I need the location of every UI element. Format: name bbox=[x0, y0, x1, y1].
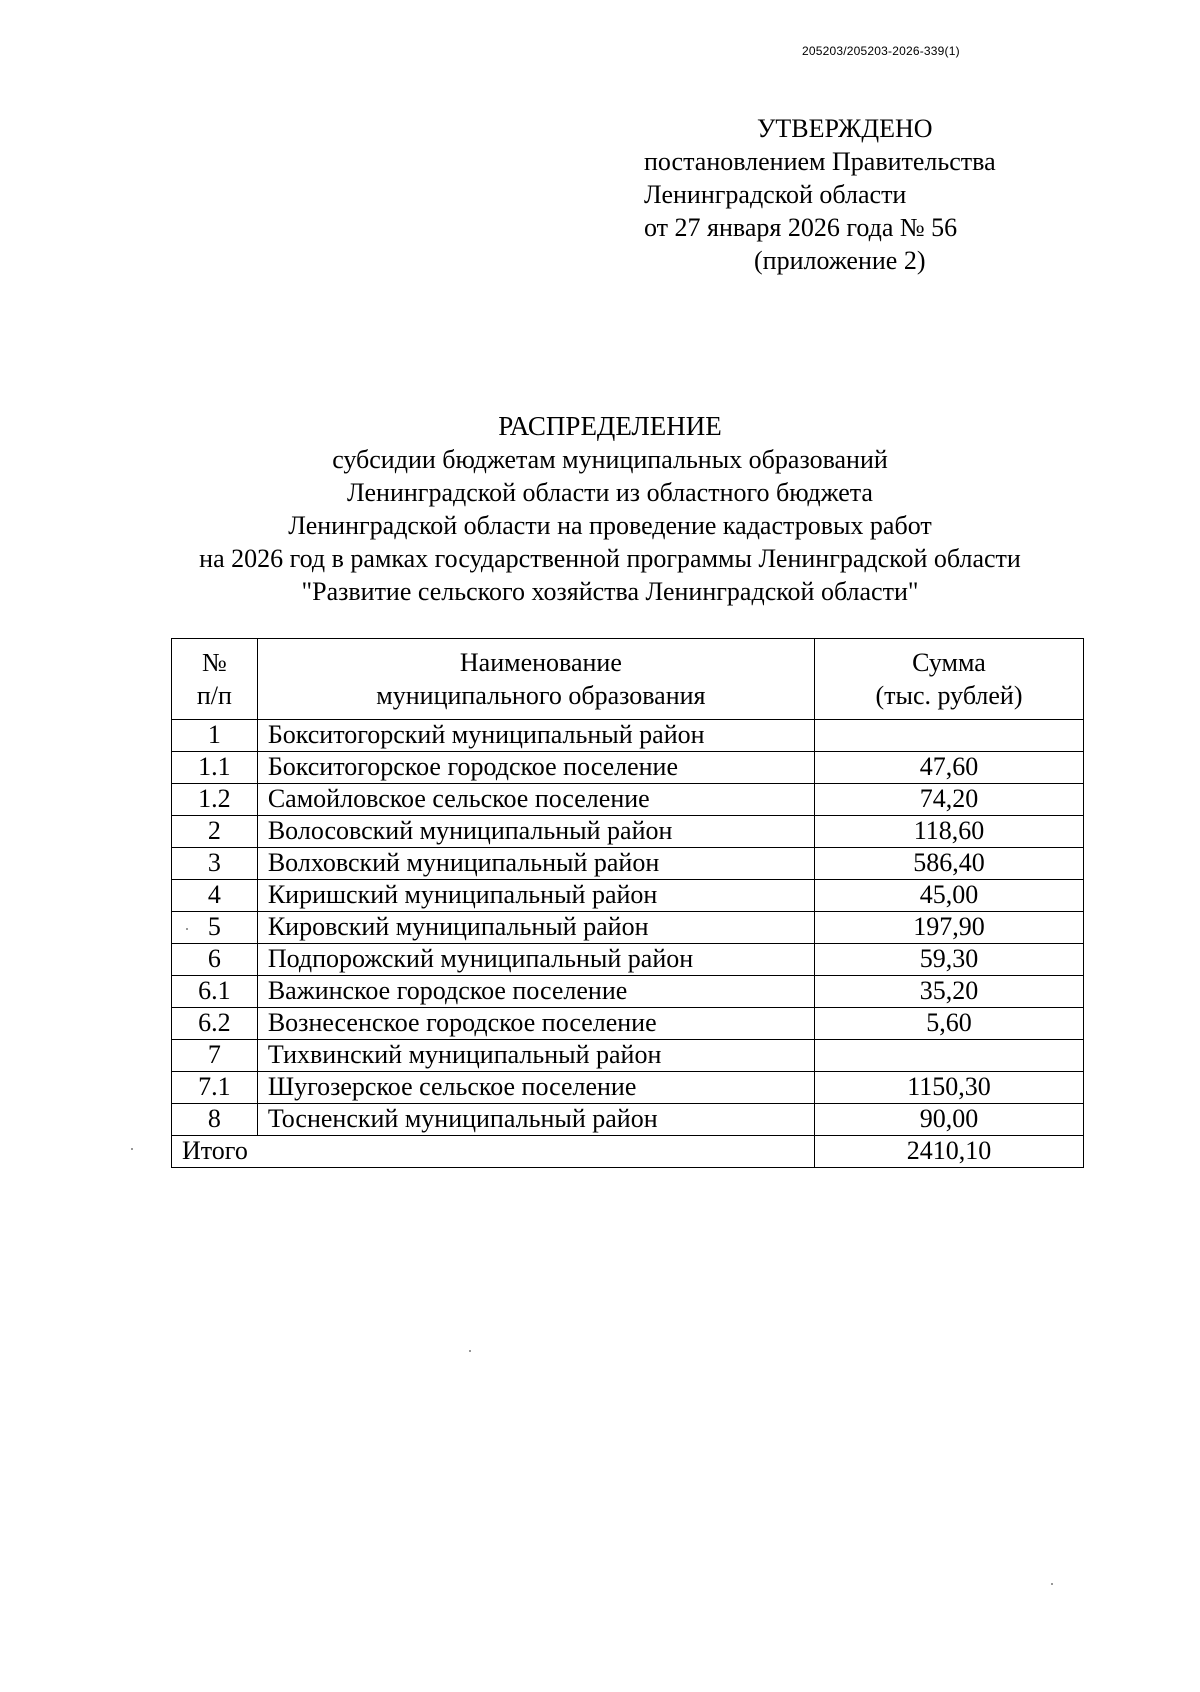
row-name: Подпорожский муниципальный район bbox=[257, 944, 814, 976]
header-name-line-1: Наименование bbox=[459, 648, 622, 677]
total-label: Итого bbox=[172, 1136, 815, 1168]
table-row bbox=[172, 912, 1084, 944]
header-sum-line-2: (тыс. рублей) bbox=[875, 681, 1023, 710]
approval-line-2: Ленинградской области bbox=[644, 180, 907, 209]
row-sum bbox=[814, 720, 1083, 752]
row-sum: 45,00 bbox=[814, 880, 1083, 912]
row-number: 7.1 bbox=[172, 1072, 258, 1104]
heading-title: РАСПРЕДЕЛЕНИЕ bbox=[498, 411, 722, 441]
row-name: Важинское городское поселение bbox=[257, 976, 814, 1008]
table-row bbox=[172, 1072, 1084, 1104]
heading-line-3: Ленинградской области на проведение кадастровых работ bbox=[288, 511, 932, 540]
row-number: 5 bbox=[172, 912, 258, 944]
row-name: Волховский муниципальный район bbox=[257, 848, 814, 880]
table-row bbox=[172, 1040, 1084, 1072]
row-number: 6.2 bbox=[172, 1008, 258, 1040]
row-name: Тихвинский муниципальный район bbox=[257, 1040, 814, 1072]
heading-line-2: Ленинградской области из областного бюджета bbox=[347, 478, 873, 507]
distribution-table bbox=[171, 638, 1084, 1168]
table-row bbox=[172, 816, 1084, 848]
row-name: Волосовский муниципальный район bbox=[257, 816, 814, 848]
row-sum: 59,30 bbox=[814, 944, 1083, 976]
row-sum: 1150,30 bbox=[814, 1072, 1083, 1104]
header-number-line-2: п/п bbox=[196, 681, 232, 710]
approval-line-3: от 27 января 2026 года № 56 bbox=[644, 213, 958, 242]
row-number: 3 bbox=[172, 848, 258, 880]
scan-speck bbox=[469, 1350, 471, 1352]
table-row bbox=[172, 1008, 1084, 1040]
table-header-row bbox=[172, 639, 1084, 720]
row-name: Тосненский муниципальный район bbox=[257, 1104, 814, 1136]
row-number: 2 bbox=[172, 816, 258, 848]
table-row bbox=[172, 976, 1084, 1008]
row-number: 1 bbox=[172, 720, 258, 752]
header-sum-line-1: Сумма bbox=[912, 648, 986, 677]
row-number: 1.2 bbox=[172, 784, 258, 816]
document-id: 205203/205203-2026-339(1) bbox=[802, 44, 960, 58]
table-row bbox=[172, 848, 1084, 880]
table-row bbox=[172, 720, 1084, 752]
table-row bbox=[172, 784, 1084, 816]
row-sum: 118,60 bbox=[814, 816, 1083, 848]
row-sum: 586,40 bbox=[814, 848, 1083, 880]
header-number bbox=[172, 639, 258, 720]
approval-stamp bbox=[644, 112, 996, 277]
row-name: Самойловское сельское поселение bbox=[257, 784, 814, 816]
row-number: 8 bbox=[172, 1104, 258, 1136]
row-name: Шугозерское сельское поселение bbox=[257, 1072, 814, 1104]
heading-line-5: "Развитие сельского хозяйства Ленинградской области" bbox=[301, 577, 919, 606]
row-number: 4 bbox=[172, 880, 258, 912]
header-number-line-1: № bbox=[202, 648, 227, 677]
row-name: Вознесенское городское поселение bbox=[257, 1008, 814, 1040]
row-number: 6.1 bbox=[172, 976, 258, 1008]
scan-speck bbox=[1051, 1583, 1053, 1585]
row-sum: 74,20 bbox=[814, 784, 1083, 816]
approval-title: УТВЕРЖДЕНО bbox=[757, 114, 933, 143]
scan-speck bbox=[131, 1148, 133, 1150]
approval-line-1: постановлением Правительства bbox=[644, 147, 996, 176]
row-sum: 90,00 bbox=[814, 1104, 1083, 1136]
table-row bbox=[172, 1104, 1084, 1136]
table-total-row bbox=[172, 1136, 1084, 1168]
row-sum: 47,60 bbox=[814, 752, 1083, 784]
total-sum: 2410,10 bbox=[814, 1136, 1083, 1168]
row-name: Кировский муниципальный район bbox=[257, 912, 814, 944]
row-sum: 35,20 bbox=[814, 976, 1083, 1008]
table-row bbox=[172, 944, 1084, 976]
header-sum bbox=[814, 639, 1083, 720]
table-row bbox=[172, 752, 1084, 784]
table-row bbox=[172, 880, 1084, 912]
row-sum bbox=[814, 1040, 1083, 1072]
row-name: Бокситогорское городское поселение bbox=[257, 752, 814, 784]
document-heading bbox=[160, 410, 1060, 608]
row-name: Бокситогорский муниципальный район bbox=[257, 720, 814, 752]
row-sum: 197,90 bbox=[814, 912, 1083, 944]
row-name: Киришский муниципальный район bbox=[257, 880, 814, 912]
heading-line-4: на 2026 год в рамках государственной программы Ленинградской области bbox=[199, 544, 1021, 573]
row-number: 1.1 bbox=[172, 752, 258, 784]
heading-line-1: субсидии бюджетам муниципальных образований bbox=[332, 445, 888, 474]
row-sum: 5,60 bbox=[814, 1008, 1083, 1040]
header-name bbox=[257, 639, 814, 720]
scan-speck bbox=[186, 928, 188, 930]
header-name-line-2: муниципального образования bbox=[376, 681, 706, 710]
row-number: 7 bbox=[172, 1040, 258, 1072]
approval-appendix: (приложение 2) bbox=[754, 246, 926, 275]
row-number: 6 bbox=[172, 944, 258, 976]
